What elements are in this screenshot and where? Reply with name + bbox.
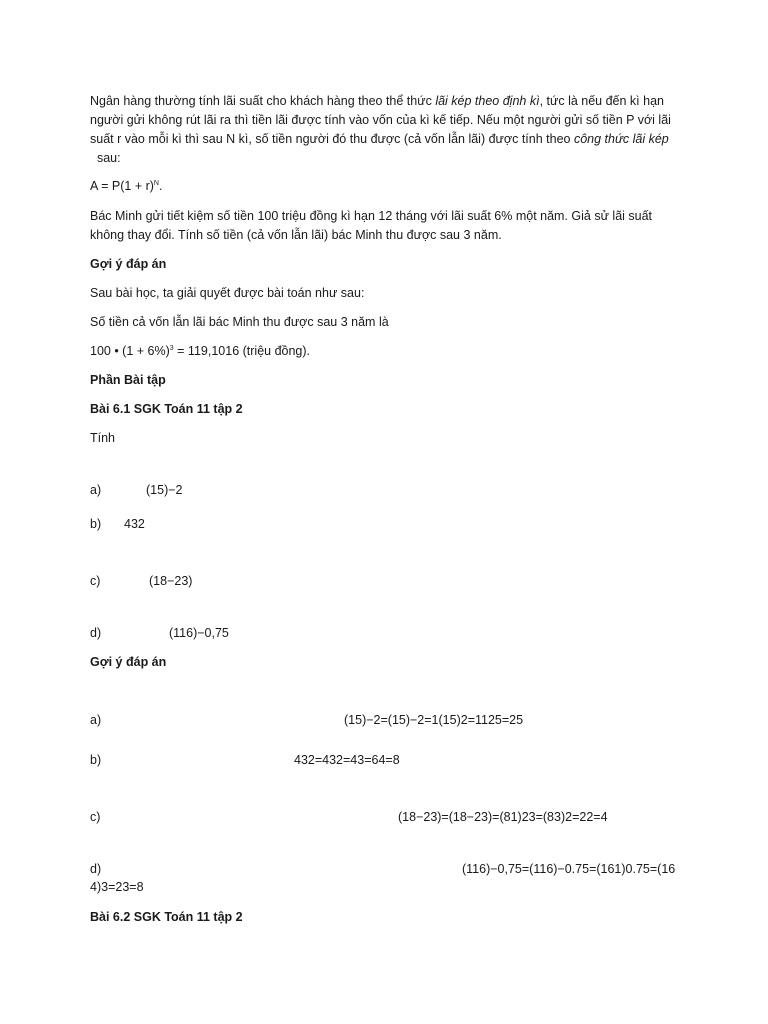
solution-calculation [90, 342, 310, 361]
exercise-heading: Phần Bài tập [90, 373, 166, 387]
solution-intro: Sau bài học, ta giải quyết được bài toán như sau: [90, 286, 365, 300]
intro-italic-term-1: lãi kép theo định kì [435, 94, 540, 108]
question-a-expression: (15)−2 [146, 483, 183, 497]
answer-d-expression: (116)−0,75=(116)−0.75=(161)0.75=(16 [462, 862, 676, 876]
answer-b-expression: 432=432=43=64=8 [294, 753, 400, 767]
formula-exponent: N [153, 180, 159, 187]
hint-heading-1: Gợi ý đáp án [90, 257, 167, 271]
formula-end: . [158, 179, 163, 193]
intro-text-2: , tức là nếu đến kì hạn người gửi không rút lãi ra thì tiền lãi được tính vào vốn của kì kế tiếp. Nếu một người gửi số tiền P với lãi suất r vào mỗi kì thì sau N kì, số tiền người đó thu được (cả vốn lẫn lãi) được tính theo [90, 94, 671, 146]
question-d-label: d) [90, 626, 102, 640]
compound-interest-formula [90, 177, 162, 196]
answer-d-label: d) [90, 862, 102, 876]
question-c-expression: (18−23) [149, 574, 193, 588]
intro-text-3: sau: [90, 151, 121, 165]
hint-heading-2: Gợi ý đáp án [90, 655, 167, 669]
intro-italic-term-2: công thức lãi kép [573, 132, 669, 146]
question-b-expression: 432 [124, 517, 145, 531]
formula-text: A = P(1 + r) [90, 179, 154, 193]
answer-a-expression: (15)−2=(15)−2=1(15)2=1125=25 [344, 713, 524, 727]
calc-post: = 119,1016 (triệu đồng). [173, 344, 311, 358]
question-a-label: a) [90, 483, 102, 497]
question-b-label: b) [90, 517, 102, 531]
bai-6-2-heading: Bài 6.2 SGK Toán 11 tập 2 [90, 910, 243, 924]
calc-exponent: 3 [169, 345, 174, 352]
answer-d-continuation: 4)3=23=8 [90, 880, 144, 894]
answer-c-label: c) [90, 810, 101, 824]
answer-a-label: a) [90, 713, 102, 727]
answer-c-expression: (18−23)=(18−23)=(81)23=(83)2=22=4 [398, 810, 608, 824]
bai-6-1-heading: Bài 6.1 SGK Toán 11 tập 2 [90, 402, 243, 416]
answer-b-label: b) [90, 753, 102, 767]
intro-text-1: Ngân hàng thường tính lãi suất cho khách hàng theo thể thức [90, 94, 436, 108]
problem-statement: Bác Minh gửi tiết kiệm số tiền 100 triệu đồng kì hạn 12 tháng với lãi suất 6% một năm. Giả sử lãi suất không thay đổi. Tính số tiền (cả vốn lẫn lãi) bác Minh thu được sau 3 năm. [90, 209, 653, 242]
question-c-label: c) [90, 574, 101, 588]
intro-paragraph [90, 92, 680, 168]
calc-pre: 100 • (1 + 6%) [90, 344, 170, 358]
solution-line: Số tiền cả vốn lẫn lãi bác Minh thu được sau 3 năm là [90, 315, 389, 329]
question-d-expression: (116)−0,75 [169, 626, 229, 640]
tinh-label: Tính [90, 431, 116, 445]
